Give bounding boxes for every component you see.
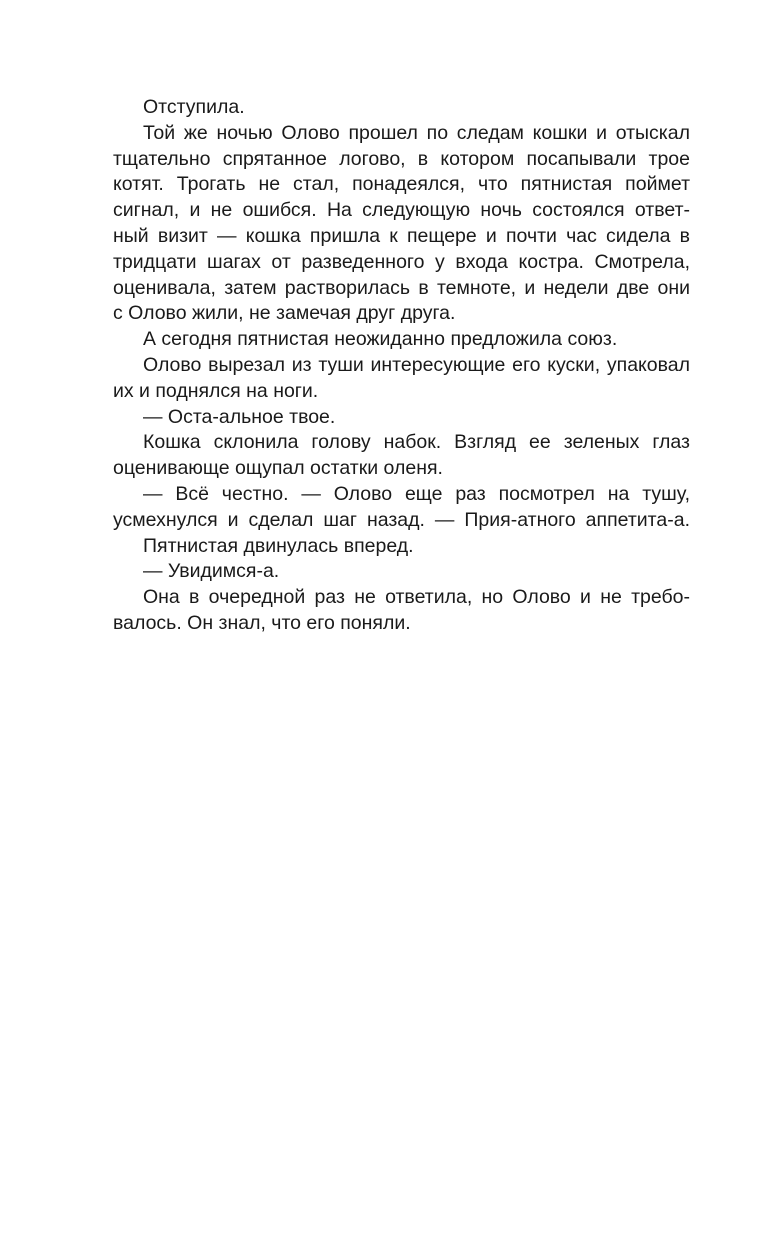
text-line: Пятнистая двинулась вперед.: [143, 534, 414, 557]
text-line: Отступила.: [143, 96, 245, 118]
text-line: А сегодня пятнистая неожиданно предложила союз.: [143, 328, 618, 351]
text-line: — Оста-альное твое.: [143, 405, 336, 428]
text-line: — Всё честно. — Олово еще раз посмотрел на тушу,: [143, 482, 690, 505]
text-line: оценивала, затем растворилась в темноте, и недели две они: [113, 276, 690, 299]
text-line: — Увидимся-а.: [143, 560, 280, 583]
text-line: Она в очередной раз не ответила, но Олово и не требо-: [143, 586, 690, 609]
text-line: Олово вырезал из туши интересующие его куски, упаковал: [143, 353, 690, 376]
text-line: Кошка склонила голову набок. Взгляд ее зеленых глаз: [143, 431, 690, 454]
text-line: сигнал, и не ошибся. На следующую ночь состоялся ответ-: [113, 199, 690, 222]
text-line: усмехнулся и сделал шаг назад. — Прия-атного аппетита-а.: [113, 508, 690, 531]
paragraph-10: [113, 585, 690, 637]
text-line: тщательно спрятанное логово, в котором посапывали трое: [113, 147, 690, 170]
text-line: с Олово жили, не замечая друг друга.: [113, 302, 456, 325]
text-line: котят. Трогать не стал, понадеялся, что пятнистая поймет: [113, 173, 690, 196]
paragraph-2: [113, 121, 690, 327]
paragraph-6: [113, 430, 690, 482]
page-text: [113, 95, 690, 637]
paragraph-9: [113, 559, 690, 585]
text-line: ный визит — кошка пришла к пещере и почти час сидела в: [113, 224, 690, 247]
text-line: их и поднялся на ноги.: [113, 379, 319, 402]
text-line: тридцати шагах от разведенного у входа костра. Смотрела,: [113, 250, 690, 273]
text-line: оценивающе ощупал остатки оленя.: [113, 457, 443, 480]
paragraph-3: [113, 327, 690, 353]
paragraph-1: [113, 95, 690, 121]
paragraph-5: [113, 405, 690, 431]
paragraph-8: [113, 534, 690, 560]
paragraph-7: [113, 482, 690, 534]
text-line: Той же ночью Олово прошел по следам кошки и отыскал: [143, 121, 690, 144]
text-line: валось. Он знал, что его поняли.: [113, 611, 411, 634]
paragraph-4: [113, 353, 690, 405]
